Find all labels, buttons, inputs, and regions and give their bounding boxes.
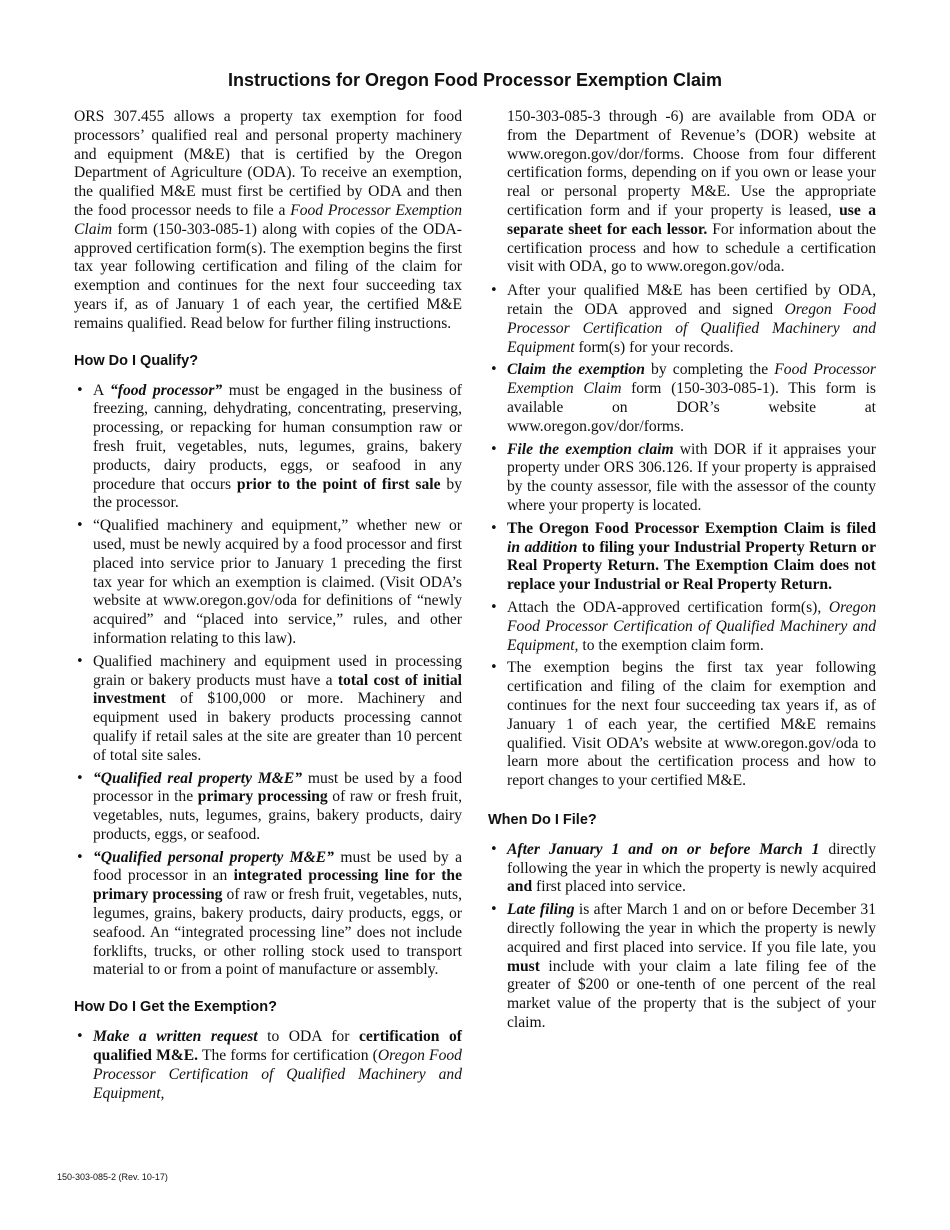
bullet-icon: • xyxy=(76,653,84,669)
when-heading: When Do I File? xyxy=(488,811,597,828)
bullet-icon: • xyxy=(76,849,84,865)
left-column xyxy=(74,108,462,1107)
list-item: • Attach the ODA-approved certification form(s), Oregon Food Processor Certification of Qualified Machinery and Equipment, to the exemption claim form. xyxy=(490,598,876,654)
exemption-continued: 150-303-085-3 through -6) are available from ODA or from the Department of Revenue’s (DOR) website at www.oregon.gov/dor/forms. Choose from four different certification forms, depending on if you own or lease your real or personal property M&E. Use the appropriate certification form and if your property is leased, use a separate sheet for each lessor. For information about the certification process and how to schedule a certification visit with ODA, go to www.oregon.gov/oda. xyxy=(507,108,877,276)
page-title: Instructions for Oregon Food Processor Exemption Claim xyxy=(227,70,723,90)
intro-paragraph: ORS 307.455 allows a property tax exemption for food processors’ qualified real and personal property machinery and equipment (M&E) that is certified by the Oregon Department of Agriculture (ODA). To receive an exemption, the qualified M&E must first be certified by ODA and then the food processor needs to file a Food Processor Exemption Claim form (150-303-085-1) along with copies of the ODA-approved certification form(s). The exemption begins the first tax year following certification and filing of the claim for exemption and continues for the next four succeeding tax years if, as of January 1 of each year, the certified M&E remains qualified. Read below for further filing instructions. xyxy=(74,108,463,332)
bullet-icon: • xyxy=(490,599,498,615)
list-item: • Claim the exemption by completing the Food Processor Exemption Claim form (150-303-085-1). This form is available on DOR’s website at www.oregon.gov/dor/forms. xyxy=(490,361,876,435)
bullet-icon: • xyxy=(490,362,498,378)
bullet-icon: • xyxy=(76,770,84,786)
list-item: • The Oregon Food Processor Exemption Claim is filed in addition to filing your Industrial Property Return or Real Property Return. The Exemption Claim does not replace your Industrial or Real Property Return. xyxy=(490,519,876,594)
exemption-heading: How Do I Get the Exemption? xyxy=(74,999,278,1016)
list-item: • Make a written request to ODA for certification of qualified M&E. The forms for certification (Oregon Food Processor Certification of Qualified Machinery and Equipment, xyxy=(76,1028,462,1102)
list-item: • After your qualified M&E has been certified by ODA, retain the ODA approved and signed Oregon Food Processor Certification of Qualified Machinery and Equipment form(s) for your records. xyxy=(490,282,876,356)
list-item: • “Qualified machinery and equipment,” whether new or used, must be newly acquired by a food processor and first placed into service prior to January 1 preceding the first tax year for which an exemption is claimed. (Visit ODA’s website at www.oregon.gov/oda for definitions of “newly acquired” and “placed into service,” rules, and other information relating to this law). xyxy=(76,517,462,647)
bullet-icon: • xyxy=(76,382,84,398)
list-item: • File the exemption claim with DOR if it appraises your property under ORS 306.126. If your property is appraised by the county assessor, file with the assessor of the county where your property is located. xyxy=(490,440,876,514)
list-item: • “Qualified personal property M&E” must be used by a food processor in an integrated processing line for the primary processing of raw or fresh fruit, vegetables, nuts, legumes, grains, bakery products, dairy products, eggs, or seafood. An “integrated processing line” does not include forklifts, trucks, or other rolling stock used to transport material to or from a point of manufacture or assembly. xyxy=(76,848,462,979)
form-number-footer: 150-303-085-2 (Rev. 10-17) xyxy=(57,1172,168,1182)
bullet-icon: • xyxy=(76,1029,84,1045)
list-item: • “Qualified real property M&E” must be used by a food processor in the primary processing of raw or fresh fruit, vegetables, nuts, legumes, grains, bakery products, dairy products, eggs, or seafood. xyxy=(76,769,463,843)
bullet-icon: • xyxy=(490,441,498,457)
bullet-icon: • xyxy=(490,283,498,299)
bullet-icon: • xyxy=(490,841,498,857)
exemption-list xyxy=(488,282,876,791)
bullet-icon: • xyxy=(490,902,498,918)
list-item: • A “food processor” must be engaged in the business of freezing, canning, dehydrating, concentrating, preserving, processing, or repacking for human consumption raw or fresh fruit, vegetables, nuts, legumes, grains, bakery products, dairy products, eggs, or seafood in any procedure that occurs prior to the point of first sale by the processor. xyxy=(76,381,462,512)
list-item: • The exemption begins the first tax year following certification and filing of the claim for exemption and continues for the next four succeeding tax years if, as of January 1 of each year, the certified M&E remains qualified. Visit ODA’s website at www.oregon.gov/oda to learn more about the certification process and how to report changes to your certified M&E. xyxy=(490,659,876,790)
exemption-list-start xyxy=(74,1028,462,1103)
qualify-list xyxy=(74,382,462,981)
bullet-icon: • xyxy=(490,660,498,676)
qualify-heading: How Do I Qualify? xyxy=(74,352,199,369)
bullet-icon: • xyxy=(76,518,84,534)
list-item: • Qualified machinery and equipment used in processing grain or bakery products must have a total cost of initial investment of $100,000 or more. Machinery and equipment used in bakery products processing cannot qualify if retail sales at the site are greater than 10 percent of total site sales. xyxy=(76,652,462,764)
list-item: • Late filing is after March 1 and on or before December 31 directly following the year in which the property is newly acquired and first placed into service. If you file late, you must include with your claim a late filing fee of the greater of $200 or one-tenth of one percent of the real market value of the property that is the subject of your claim. xyxy=(490,901,876,1032)
list-item: • After January 1 and on or before March 1 directly following the year in which the property is newly acquired and first placed into service. xyxy=(490,840,876,896)
right-column xyxy=(488,108,876,1037)
when-list xyxy=(488,841,876,1033)
bullet-icon: • xyxy=(490,520,498,536)
